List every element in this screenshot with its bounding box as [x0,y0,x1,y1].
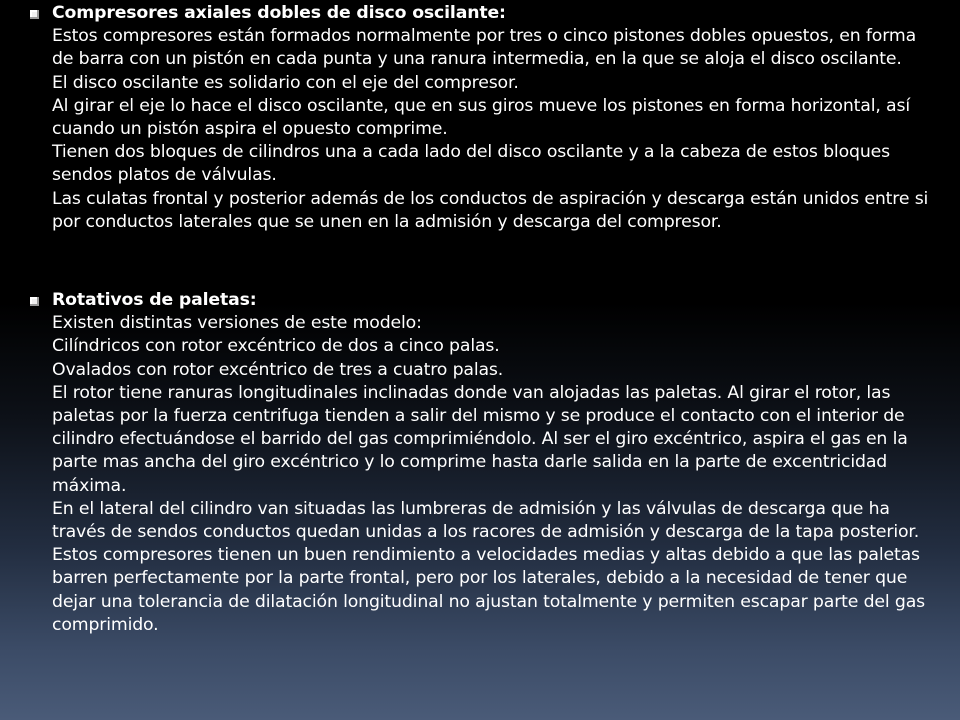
paragraph: Al girar el eje lo hace el disco oscilante, que en sus giros mueve los pistones en forma horizontal, así cuando un pistón aspira el opuesto comprime. [52,95,911,140]
paragraph: Ovalados con rotor excéntrico de tres a cuatro palas. [52,359,504,380]
paragraph: Tienen dos bloques de cilindros una a cada lado del disco oscilante y a la cabeza de estos bloques sendos platos de válvulas. [52,142,890,186]
bullet-rotary-vane [30,289,935,637]
paragraph: El rotor tiene ranuras longitudinales inclinadas donde van alojadas las paletas. Al girar el rotor, las paletas por la fuerza centrifuga tienden a salir del mismo y se produce el contacto con el interior de cilindro efectuándose el barrido del gas comprimiéndolo. Al ser el giro excéntrico, aspira el gas en la parte mas ancha del giro excéntrico y lo comprime hasta darle salida en la parte de excentricidad máxima. [52,382,908,496]
paragraph: Estos compresores están formados normalmente por tres o cinco pistones dobles opuestos, en forma de barra con un pistón en cada punta y una ranura intermedia, en la que se aloja el disco oscilante. [52,26,917,70]
paragraph: Existen distintas versiones de este modelo: [52,313,422,334]
paragraph: Las culatas frontal y posterior además de los conductos de aspiración y descarga están unidos entre si por conductos laterales que se unen en la admisión y descarga del compresor. [52,188,929,232]
bullet-heading: Rotativos de paletas: [52,290,257,310]
bullet-body [52,2,935,234]
paragraph: Cilíndricos con rotor excéntrico de dos a cinco palas. [52,336,500,357]
paragraph: El disco oscilante es solidario con el eje del compresor. [52,72,519,93]
bullet-heading: Compresores axiales dobles de disco oscilante: [52,3,506,23]
square-bullet-icon [30,10,39,19]
bullet-axial-compressors [30,2,935,234]
paragraph: En el lateral del cilindro van situadas las lumbreras de admisión y las válvulas de descarga que ha través de sendos conductos quedan unidas a los racores de admisión y descarga de la tapa posterior. [52,498,920,543]
square-bullet-icon [30,297,39,306]
bullet-body [52,289,935,637]
paragraph: Estos compresores tienen un buen rendimiento a velocidades medias y altas debido a que las paletas barren perfectamente por la parte frontal, pero por los laterales, debido a la necesidad de tener que dejar una tolerancia de dilatación longitudinal no ajustan totalmente y permiten escapar parte del gas comprimido. [52,545,926,635]
